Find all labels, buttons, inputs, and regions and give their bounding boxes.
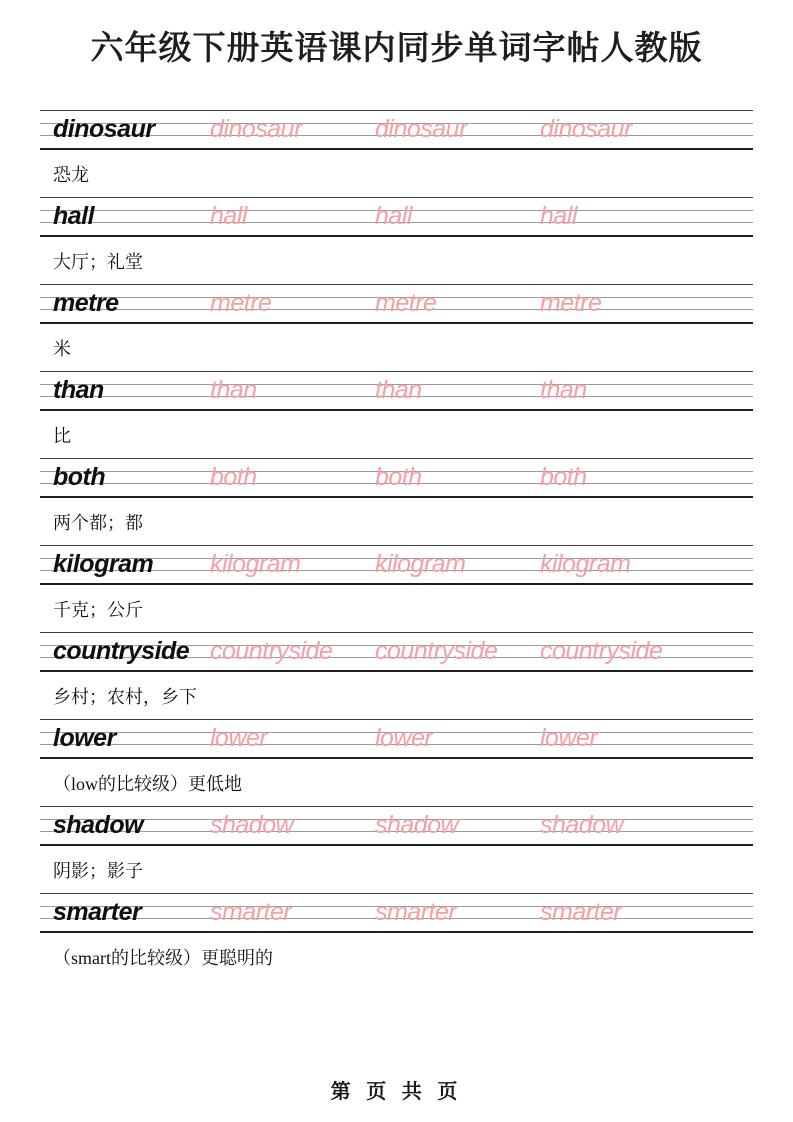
word-trace: shadow [540,811,624,839]
word-sample: dinosaur [53,115,155,143]
practice-staff [40,893,753,933]
word-trace: dinosaur [540,115,632,143]
practice-staff [40,632,753,672]
word-trace: metre [210,289,272,317]
word-sample: lower [53,724,116,752]
word-definition: 比 [53,426,71,446]
word-definition: 两个都；都 [53,513,143,533]
word-trace: kilogram [210,550,301,578]
word-sample: smarter [53,898,142,926]
word-trace: smarter [375,898,457,926]
word-row [40,719,753,806]
practice-staff [40,197,753,237]
practice-staff [40,284,753,324]
word-sample: metre [53,289,119,317]
word-trace: shadow [375,811,459,839]
word-rows [40,110,753,980]
word-sample: hall [53,202,95,230]
practice-staff [40,719,753,759]
word-trace: lower [540,724,598,752]
word-trace: countryside [375,637,498,665]
word-definition: 米 [53,339,71,359]
word-trace: metre [375,289,437,317]
word-trace: kilogram [375,550,466,578]
word-trace: countryside [540,637,663,665]
word-trace: hall [540,202,577,230]
word-trace: both [540,463,587,491]
word-row [40,458,753,545]
word-row [40,632,753,719]
word-row [40,110,753,197]
word-sample: countryside [53,637,190,665]
word-trace: hall [210,202,247,230]
word-definition: 阴影；影子 [53,861,143,881]
word-trace: countryside [210,637,333,665]
word-sample: than [53,376,104,404]
word-trace: metre [540,289,602,317]
word-sample: kilogram [53,550,154,578]
word-trace: than [210,376,257,404]
word-row [40,371,753,458]
word-definition: 乡村；农村，乡下 [53,687,197,707]
word-trace: lower [375,724,433,752]
word-row [40,893,753,980]
word-trace: dinosaur [375,115,467,143]
word-trace: smarter [540,898,622,926]
word-definition: （smart的比较级）更聪明的 [53,948,273,968]
practice-staff [40,806,753,846]
word-definition: （low的比较级）更低地 [53,774,242,794]
word-row [40,806,753,893]
word-definition: 千克；公斤 [53,600,143,620]
word-trace: kilogram [540,550,631,578]
word-trace: lower [210,724,268,752]
word-row [40,545,753,632]
word-row [40,284,753,371]
word-trace: dinosaur [210,115,302,143]
practice-staff [40,545,753,585]
page-footer: 第 页 共 页 [330,1081,463,1103]
word-row [40,197,753,284]
practice-staff [40,458,753,498]
word-sample: shadow [53,811,144,839]
word-definition: 恐龙 [53,165,89,185]
word-trace: than [375,376,422,404]
word-trace: both [375,463,422,491]
word-trace: than [540,376,587,404]
word-trace: shadow [210,811,294,839]
page-title: 六年级下册英语课内同步单词字帖人教版 [90,29,703,66]
word-definition: 大厅；礼堂 [53,252,143,272]
word-trace: both [210,463,257,491]
word-trace: smarter [210,898,292,926]
practice-staff [40,110,753,150]
practice-staff [40,371,753,411]
word-trace: hall [375,202,412,230]
word-sample: both [53,463,106,491]
